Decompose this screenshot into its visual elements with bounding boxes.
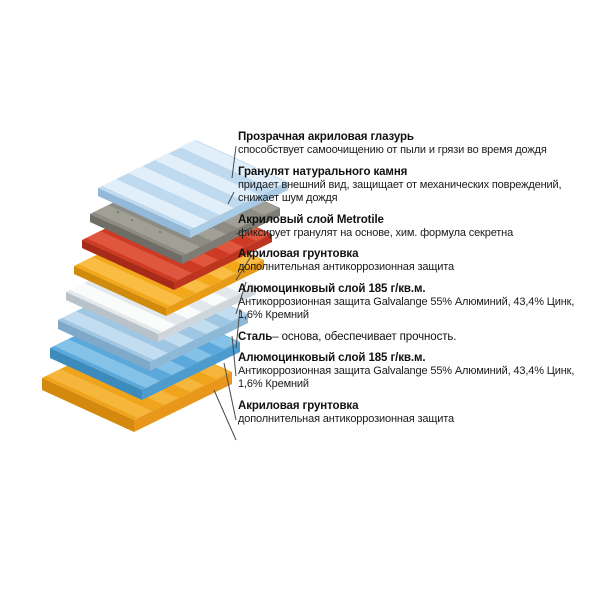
label-desc-acrylic-primer-top: дополнительная антикоррозионная защита [238,261,454,273]
label-title-acrylic-primer-bottom: Акриловая грунтовка [238,399,359,412]
label-title-aluzinc-bottom: Алюмоцинковый слой 185 г/кв.м. [238,351,426,364]
label-desc-stone-granulate: придает внешний вид, защищает от механических повреждений, снижает шум дождя [238,178,562,204]
label-block-acrylic-primer-bottom [238,399,588,427]
label-block-acrylic-glaze [238,130,588,158]
label-title-acrylic-metrotile: Акриловый слой Metrotile [238,213,384,226]
label-desc-acrylic-metrotile: фиксирует гранулят на основе, хим. формула секретна [238,226,514,239]
label-steel-name: Сталь [238,330,273,343]
label-title-steel [238,330,588,344]
label-block-steel [238,330,588,344]
label-title-aluzinc-top: Алюмоцинковый слой 185 г/кв.м. [238,282,426,295]
label-steel-suffix: – основа, обеспечивает прочность. [272,330,457,343]
label-desc-acrylic-glaze: способствует самоочищению от пыли и грязи во время дождя [238,144,547,156]
label-block-stone-granulate [238,165,588,206]
layer-labels [238,130,588,433]
label-desc-aluzinc-top: Антикоррозионная защита Galvalange 55% Алюминий, 43,4% Цинк, 1,6% Кремний [238,295,575,321]
label-block-acrylic-metrotile [238,213,588,241]
label-block-aluzinc-bottom [238,351,588,392]
label-title-acrylic-glaze: Прозрачная акриловая глазурь [238,131,414,143]
label-title-acrylic-primer-top: Акриловая грунтовка [238,248,359,260]
label-block-acrylic-primer-top [238,247,588,275]
label-desc-aluzinc-bottom: Антикоррозионная защита Galvalange 55% Алюминий, 43,4% Цинк, 1,6% Кремний [238,364,575,390]
label-desc-acrylic-primer-bottom: дополнительная антикоррозионная защита [238,412,454,425]
label-title-stone-granulate: Гранулят натурального камня [238,165,408,178]
label-block-aluzinc-top [238,282,588,323]
